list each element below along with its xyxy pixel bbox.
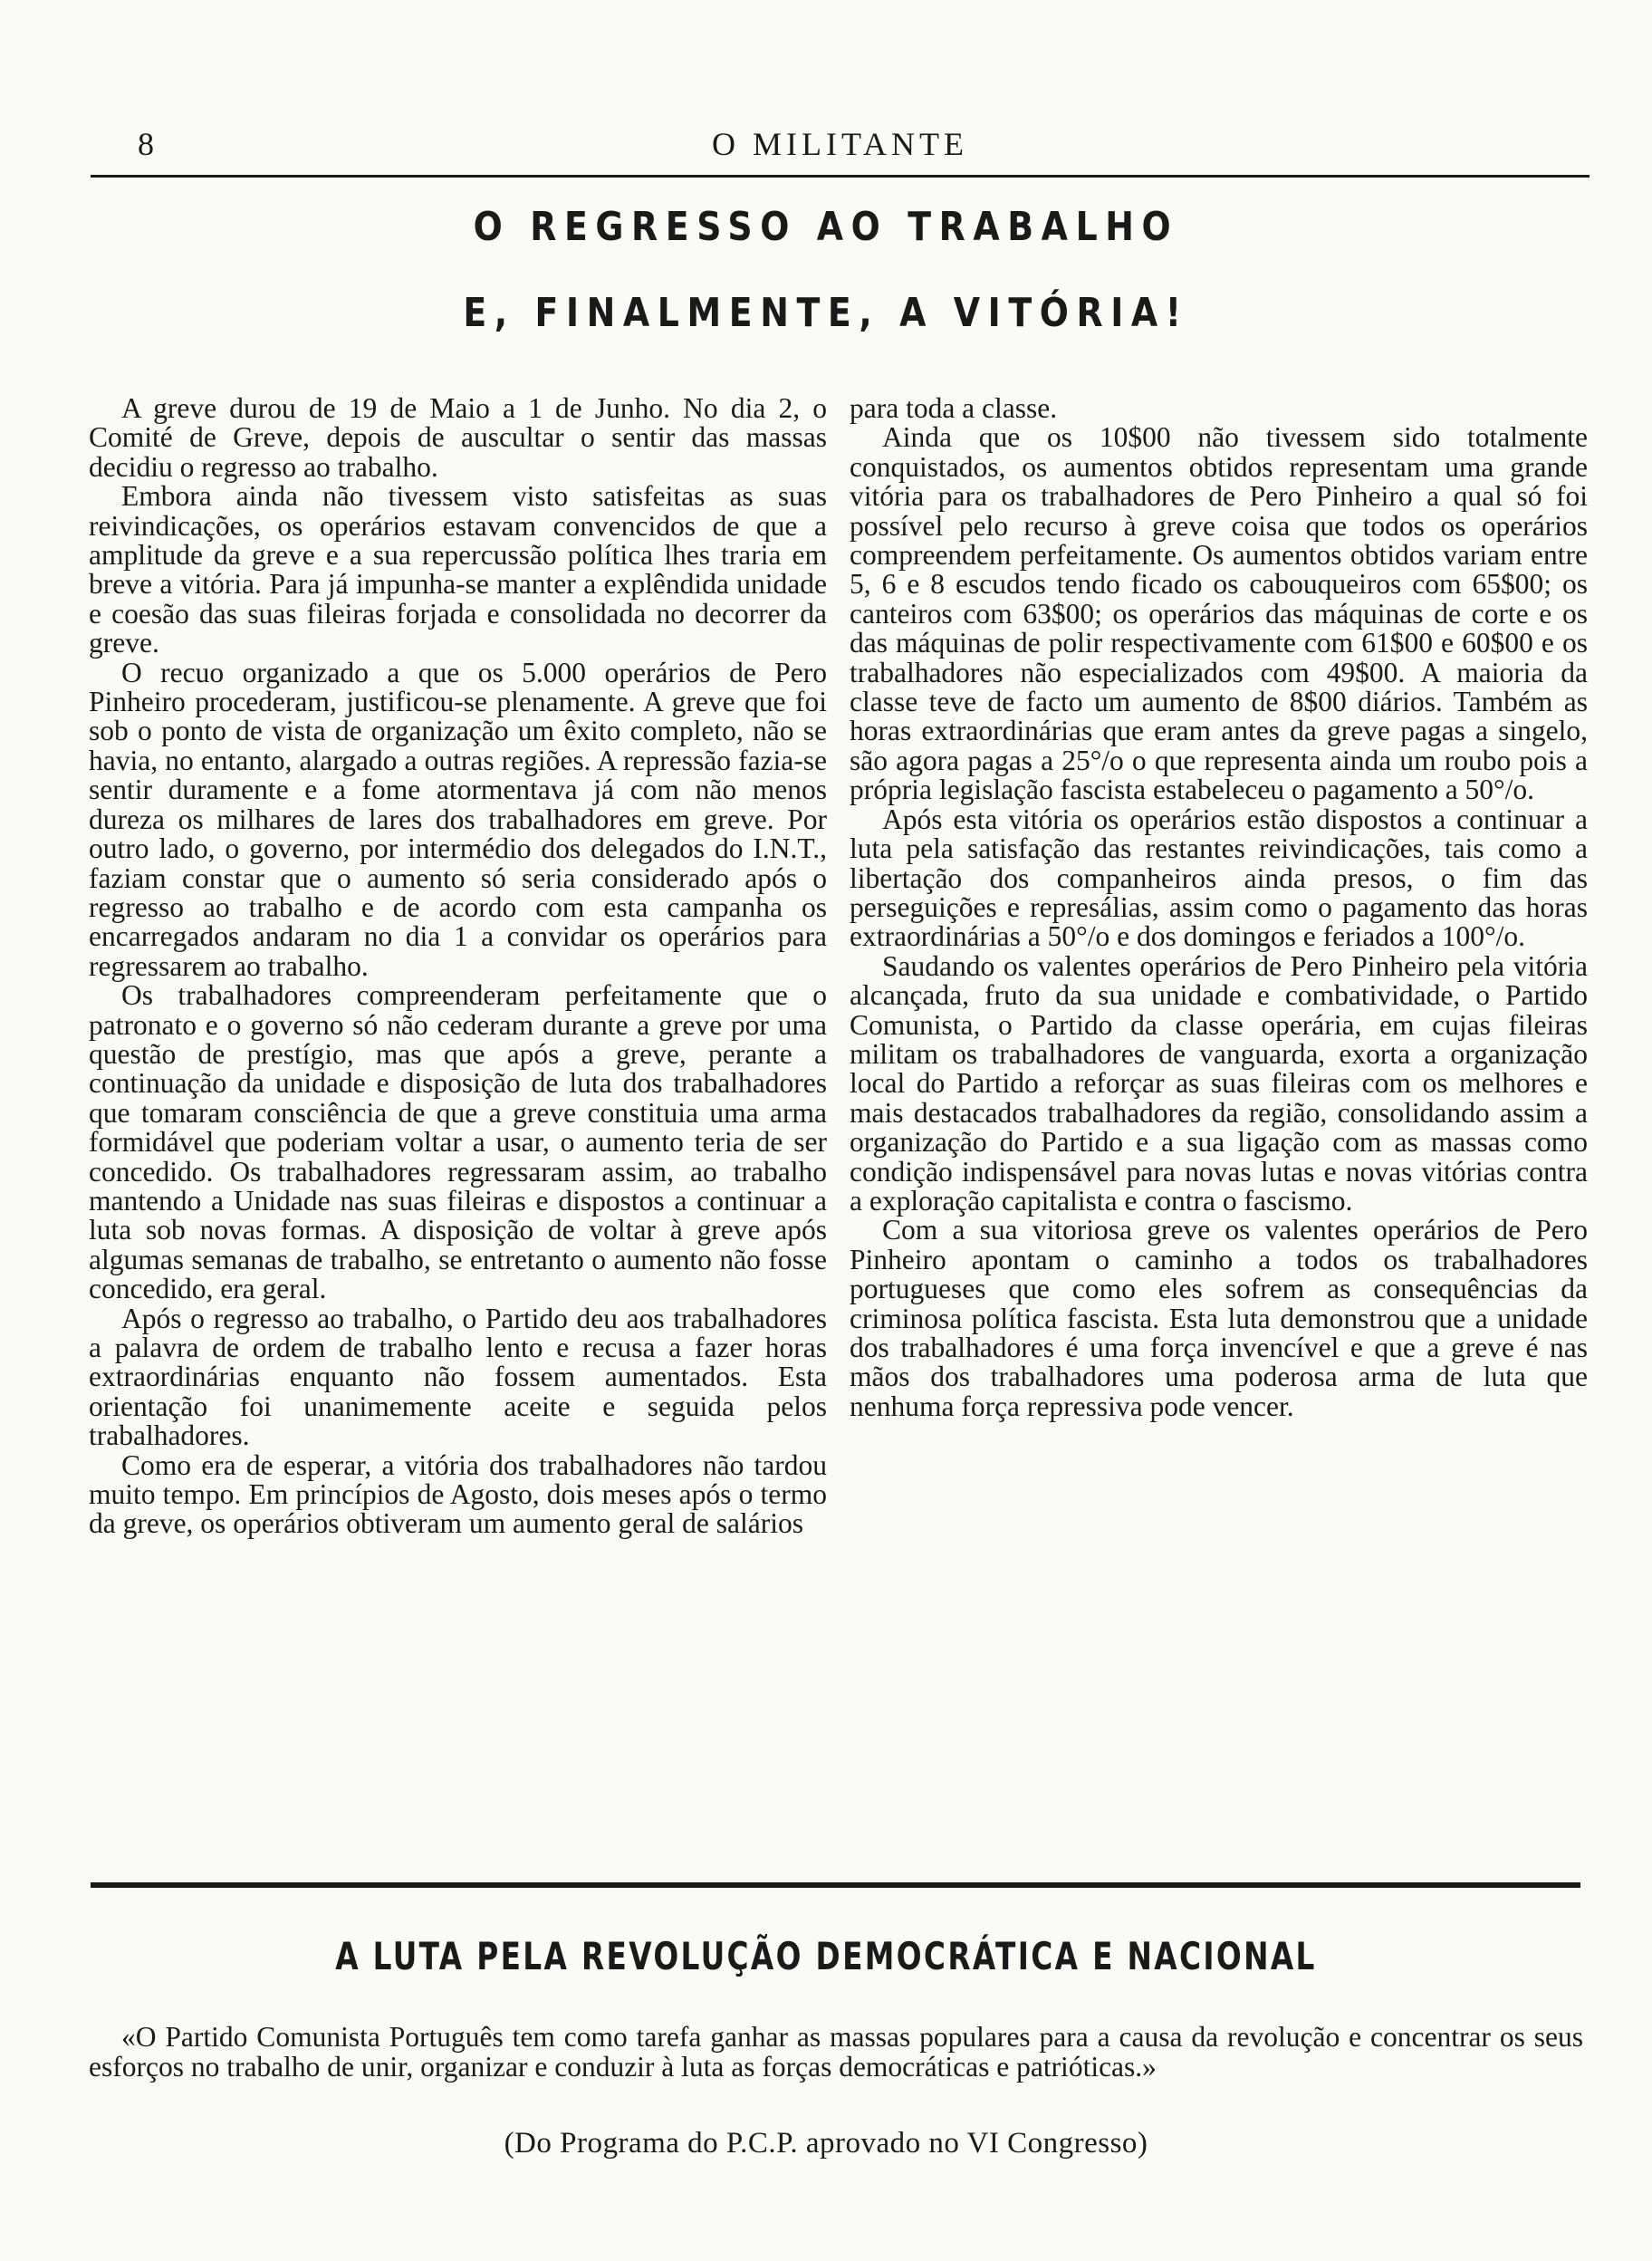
paragraph: Com a sua vitoriosa greve os valentes operários de Pero Pinheiro apontam o caminho a todos os trabalhadores portugueses que como eles sofrem as consequências da criminosa política fascista. Esta luta demonstrou que a unidade dos trabalhadores é uma força invencível e que a greve é nas mãos dos trabalhadores uma poderosa arma de luta que nenhuma força repressiva pode vencer. <box>850 1214 1588 1422</box>
article-headline-line-1: O REGRESSO AO TRABALHO <box>473 204 1179 250</box>
section-divider <box>91 1882 1580 1888</box>
quote-source: (Do Programa do P.C.P. aprovado no VI Congresso) <box>504 2127 1148 2160</box>
paragraph: Ainda que os 10$00 não tivessem sido totalmente conquistados, os aumentos obtidos representam uma grande vitória para os trabalhadores de Pero Pinheiro a qual só foi possível pelo recurso à greve coisa que todos os operários compreendem perfeitamente. Os aumentos obtidos variam entre 5, 6 e 8 escudos tendo ficado os cabouqueiros com 65$00; os canteiros com 63$00; os operários das máquinas de corte e os das máquinas de polir respectivamente com 61$00 e 60$00 e os trabalhadores não especializados com 49$00. A maioria da classe teve de facto um aumento de 8$00 diários. Também as horas extraordinárias que eram antes da greve pagas a singelo, são agora pagas a 25°/o o que representa ainda um roubo pois a própria legislação fascista estabeleceu o pagamento a 50°/o. <box>850 421 1588 806</box>
page-number: 8 <box>138 126 157 162</box>
paragraph: Embora ainda não tivessem visto satisfeitas as suas reivindicações, os operários estavam convencidos de que a amplitude da greve e a sua repercussão política lhes traria em breve a vitória. Para já impunha-se manter a explêndida unidade e coesão das suas fileiras forjada e consolidada no decorrer da greve. <box>89 480 827 659</box>
program-quote: «O Partido Comunista Português tem como tarefa ganhar as massas populares para a causa da revolução e concentrar os seus esforços no trabalho de unir, organizar e conduzir à luta as forças democráticas e patrióticas.» <box>89 2021 1583 2083</box>
paragraph: Saudando os valentes operários de Pero Pinheiro pela vitória alcançada, fruto da sua unidade e combatividade, o Partido Comunista, o Partido da classe operária, em cujas fileiras militam os trabalhadores de vanguarda, exorta a organização local do Partido a reforçar as suas fileiras com os melhores e mais destacados trabalhadores da região, consolidando assim a organização do Partido e a sua ligação com as massas como condição indispensável para novas lutas e novas vitórias contra a exploração capitalista e contra o fascismo. <box>850 949 1588 1217</box>
header-rule <box>91 175 1590 178</box>
article-column-right <box>850 394 1588 1862</box>
paragraph: Após esta vitória os operários estão dispostos a continuar a luta pela satisfação das restantes reivindicações, tais como a libertação dos companheiros ainda presos, o fim das perseguições e represálias, assim como o pagamento das horas extraordinárias a 50°/o e dos domingos e feriados a 100°/o. <box>850 803 1588 953</box>
paragraph: Os trabalhadores compreenderam perfeitamente que o patronato e o governo só não cederam durante a greve por uma questão de prestígio, mas que após a greve, perante a continuação da unidade e disposição de luta dos trabalhadores que tomaram consciência de que a greve constituia uma arma formidável que poderiam voltar a usar, o aumento teria de ser concedido. Os trabalhadores regressaram assim, ao trabalho mantendo a Unidade nas suas fileiras e dispostos a continuar a luta sob novas formas. A disposição de voltar à greve após algumas semanas de trabalho, se entretanto o aumento não fosse concedido, era geral. <box>89 979 827 1305</box>
paragraph: A greve durou de 19 de Maio a 1 de Junho. No dia 2, o Comité de Greve, depois de auscultar o sentir das massas decidiu o regresso ao trabalho. <box>89 392 827 483</box>
paragraph: O recuo organizado a que os 5.000 operários de Pero Pinheiro procederam, justificou-se plenamente. A greve que foi sob o ponto de vista de organização um êxito completo, não se havia, no entanto, alargado a outras regiões. A repressão fazia-se sentir duramente e a fome atormentava já com não menos dureza os milhares de lares dos trabalhadores em greve. Por outro lado, o governo, por intermédio dos delegados do I.N.T., faziam constar que o aumento só seria considerado após o regresso ao trabalho e de acordo com esta campanha os encarregados andaram no dia 1 a convidar os operários para regressarem ao trabalho. <box>89 656 827 982</box>
section-headline: A LUTA PELA REVOLUÇÃO DEMOCRÁTICA E NACIONAL <box>335 1934 1317 1978</box>
article-column-left <box>89 394 827 1862</box>
paragraph-continuation: para toda a classe. <box>850 392 1058 424</box>
paragraph: Como era de esperar, a vitória dos trabalhadores não tardou muito tempo. Em princípios de Agosto, dois meses após o termo da greve, os operários obtiveram um aumento geral de salários <box>89 1448 827 1540</box>
paragraph: Após o regresso ao trabalho, o Partido deu aos trabalhadores a palavra de ordem de trabalho lento e recusa a fazer horas extraordinárias enquanto não fossem aumentados. Esta orientação foi unanimemente aceite e seguida pelos trabalhadores. <box>89 1302 827 1452</box>
page-header <box>91 125 1590 172</box>
article-headline-line-2: E, FINALMENTE, A VITÓRIA! <box>463 290 1189 336</box>
publication-title: O MILITANTE <box>711 126 969 162</box>
